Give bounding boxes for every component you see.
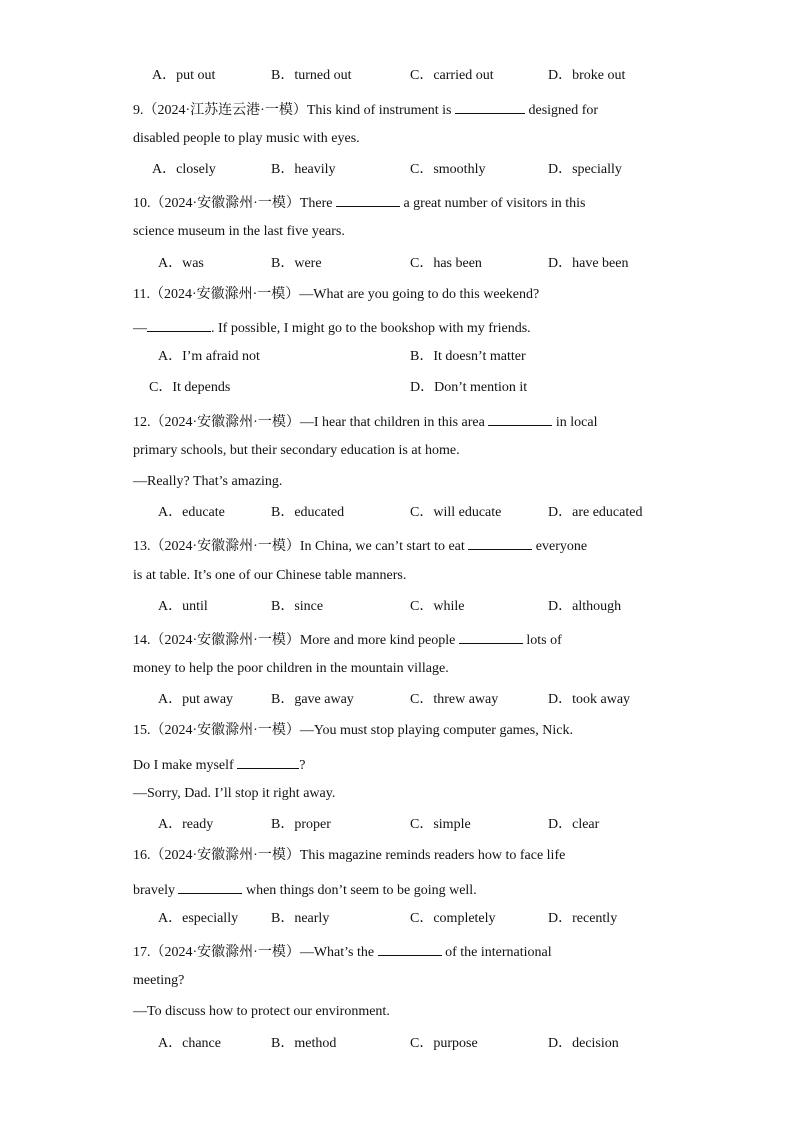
q11-stem-line2: — . If possible, I might go to the bookshop with my friends. xyxy=(133,317,531,338)
q15-option-d: D．clear xyxy=(548,817,600,832)
q10-option-a: A．was xyxy=(158,256,204,271)
q10-option-b: B．were xyxy=(271,256,322,271)
q12-option-b: B．educated xyxy=(271,505,345,520)
q10-option-d: D．have been xyxy=(548,256,629,271)
q15-stem-line1: 15.（2024·安徽滁州·一模）—You must stop playing computer games, Nick. xyxy=(133,723,573,738)
q13-option-a: A．until xyxy=(158,599,208,614)
q17-stem-line1: 17.（2024·安徽滁州·一模）—What’s the of the international xyxy=(133,941,552,962)
q16-option-a: A．especially xyxy=(158,911,239,926)
q9-option-c: C．smoothly xyxy=(410,162,486,177)
q17-option-d: D．decision xyxy=(548,1036,619,1051)
q9-option-b: B．heavily xyxy=(271,162,336,177)
q17-blank xyxy=(378,941,442,956)
q11-option-d: D．Don’t mention it xyxy=(410,380,528,395)
q12-stem-line3: —Really? That’s amazing. xyxy=(133,474,283,489)
q11-option-b: B．It doesn’t matter xyxy=(410,349,526,364)
q9-stem-line1: 9.（2024·江苏连云港·一模）This kind of instrument is designed for xyxy=(133,99,598,120)
q11-option-a: A．I’m afraid not xyxy=(158,349,260,364)
q16-option-b: B．nearly xyxy=(271,911,330,926)
q11-option-c: C．It depends xyxy=(149,380,231,395)
q15-stem-line3: —Sorry, Dad. I’ll stop it right away. xyxy=(133,786,336,801)
q14-option-a: A．put away xyxy=(158,692,234,707)
q15-option-b: B．proper xyxy=(271,817,331,832)
q14-stem-line2: money to help the poor children in the mountain village. xyxy=(133,661,449,676)
q14-option-c: C．threw away xyxy=(410,692,499,707)
q16-option-c: C．completely xyxy=(410,911,496,926)
q11-blank xyxy=(147,317,211,332)
q17-option-c: C．purpose xyxy=(410,1036,478,1051)
q17-option-b: B．method xyxy=(271,1036,337,1051)
q13-stem-line1: 13.（2024·安徽滁州·一模）In China, we can’t start to eat everyone xyxy=(133,535,587,556)
q14-blank xyxy=(459,629,523,644)
q12-option-d: D．are educated xyxy=(548,505,643,520)
q10-option-c: C．has been xyxy=(410,256,482,271)
q10-blank xyxy=(336,192,400,207)
q13-option-d: D．although xyxy=(548,599,622,614)
q15-stem-line2: Do I make myself ? xyxy=(133,754,305,775)
q10-stem-line2: science museum in the last five years. xyxy=(133,224,345,239)
q16-blank xyxy=(178,879,242,894)
q9-stem-line2: disabled people to play music with eyes. xyxy=(133,131,360,146)
q8-option-c: C．carried out xyxy=(410,68,494,83)
q12-option-a: A．educate xyxy=(158,505,225,520)
q15-option-a: A．ready xyxy=(158,817,214,832)
q12-blank xyxy=(488,411,552,426)
q14-stem-line1: 14.（2024·安徽滁州·一模）More and more kind people lots of xyxy=(133,629,562,650)
q15-option-c: C．simple xyxy=(410,817,471,832)
q8-option-a: A．put out xyxy=(152,68,216,83)
q13-blank xyxy=(468,535,532,550)
q17-stem-line2: meeting? xyxy=(133,973,185,988)
q15-blank xyxy=(237,754,299,769)
q16-option-d: D．recently xyxy=(548,911,618,926)
q14-option-d: D．took away xyxy=(548,692,631,707)
q8-option-b: B．turned out xyxy=(271,68,352,83)
q14-option-b: B．gave away xyxy=(271,692,354,707)
q11-stem-line1: 11.（2024·安徽滁州·一模）—What are you going to do this weekend? xyxy=(133,287,540,302)
q12-stem-line2: primary schools, but their secondary education is at home. xyxy=(133,443,460,458)
q13-stem-line2: is at table. It’s one of our Chinese table manners. xyxy=(133,568,407,583)
q13-option-b: B．since xyxy=(271,599,324,614)
q16-stem-line2: bravely when things don’t seem to be going well. xyxy=(133,879,477,900)
q9-option-a: A．closely xyxy=(152,162,216,177)
q17-stem-line3: —To discuss how to protect our environment. xyxy=(133,1004,390,1019)
q16-stem-line1: 16.（2024·安徽滁州·一模）This magazine reminds readers how to face life xyxy=(133,848,566,863)
q10-stem-line1: 10.（2024·安徽滁州·一模）There a great number of visitors in this xyxy=(133,192,585,213)
q9-blank xyxy=(455,99,525,114)
q13-option-c: C．while xyxy=(410,599,465,614)
q8-option-d: D．broke out xyxy=(548,68,626,83)
q12-option-c: C．will educate xyxy=(410,505,502,520)
q12-stem-line1: 12.（2024·安徽滁州·一模）—I hear that children in this area in local xyxy=(133,411,597,432)
q9-option-d: D．specially xyxy=(548,162,622,177)
q17-option-a: A．chance xyxy=(158,1036,221,1051)
